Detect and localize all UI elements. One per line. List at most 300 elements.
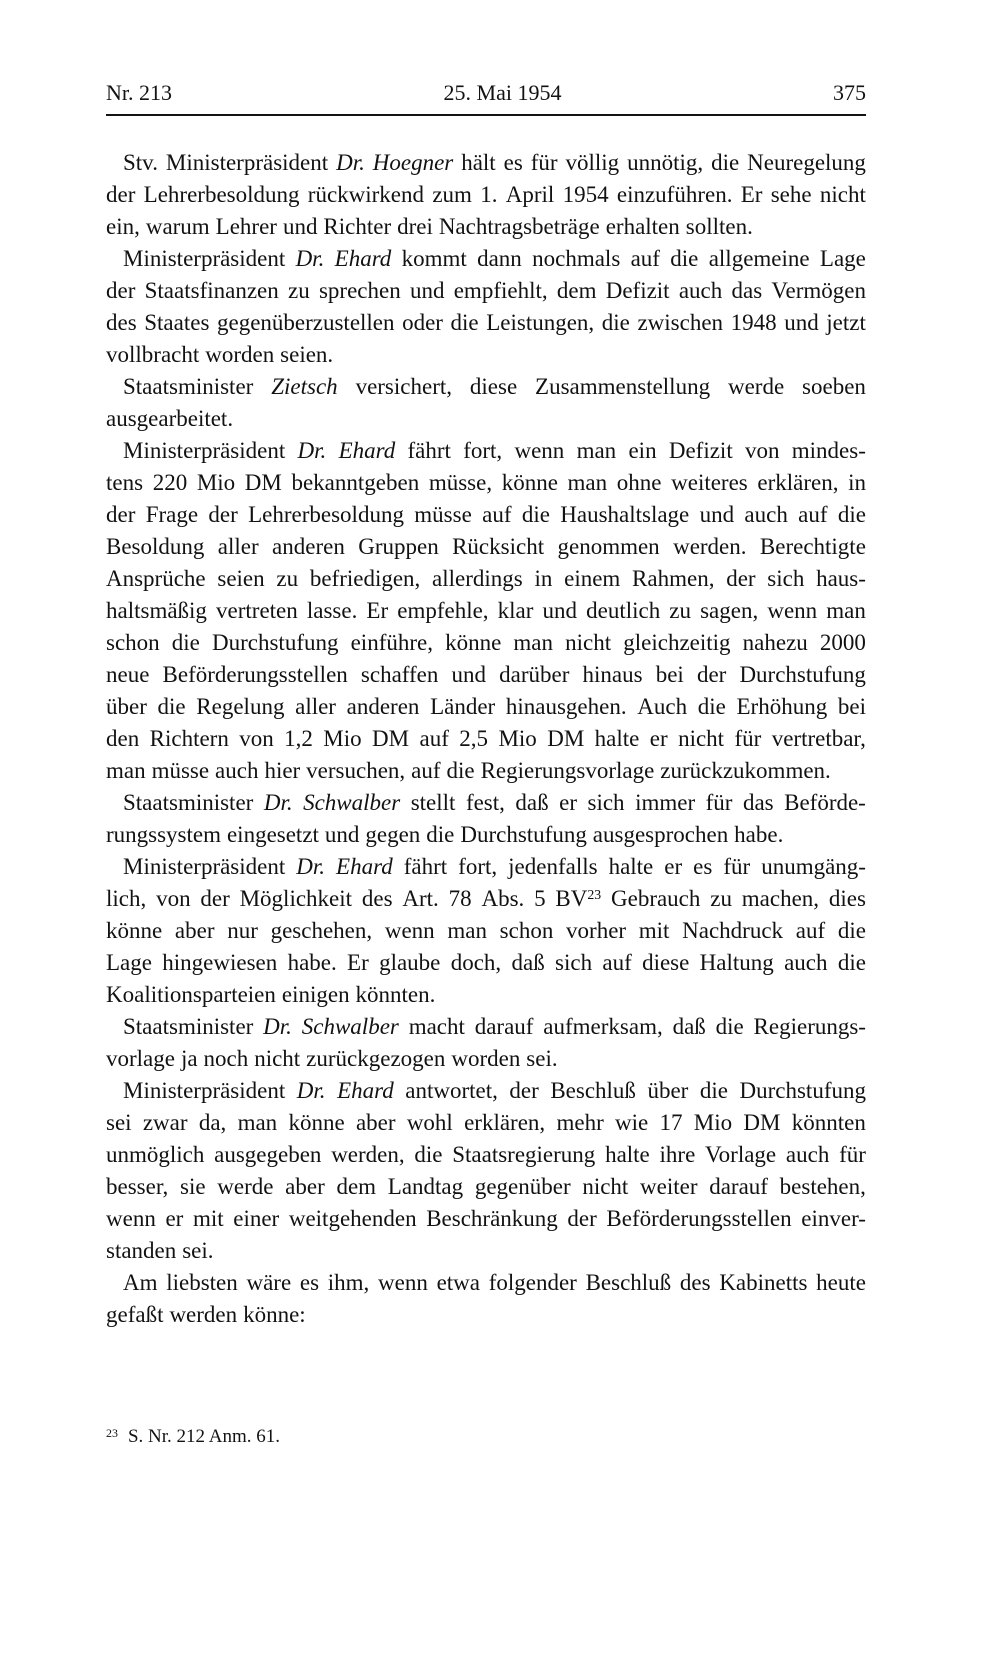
word: habe. (287, 950, 337, 975)
footnote-text: S. Nr. 212 Anm. 61. (127, 1426, 280, 1447)
word: ein, (106, 214, 140, 239)
word: Regierungs- (753, 1014, 866, 1039)
word: für (530, 150, 558, 175)
word: müsse (414, 502, 472, 527)
word: sehe (770, 182, 812, 207)
word: Lage (819, 246, 866, 271)
word: daß (672, 1014, 706, 1039)
word: sollten. (685, 214, 753, 239)
word: nicht (565, 630, 612, 655)
word: Rahmen, (632, 566, 715, 591)
word: es (503, 150, 523, 175)
text-line (106, 627, 866, 659)
word: Regierungsvorlage (480, 758, 655, 783)
word: nicht (254, 1046, 301, 1071)
text-line (106, 339, 866, 371)
word: Dr. (263, 790, 293, 815)
text-line (106, 1171, 866, 1203)
word: Kabinetts (719, 1270, 808, 1295)
word: stellt (410, 790, 456, 815)
word: das (731, 278, 763, 303)
word: aller (217, 534, 259, 559)
text-line (106, 755, 866, 787)
word: man (576, 438, 617, 463)
word: kommt (401, 246, 467, 271)
word: zwischen (637, 310, 724, 335)
word: Vorlage (705, 1142, 777, 1167)
word: aufmerksam, (543, 1014, 663, 1039)
word: 1954 (562, 182, 609, 207)
word: Nachdruck (682, 918, 784, 943)
footnote-reference: 23 (587, 887, 602, 903)
word: jedenfalls (508, 854, 598, 879)
word: fährt (403, 854, 448, 879)
word: der (726, 566, 756, 591)
word: schon (499, 918, 554, 943)
word: 1. (480, 182, 498, 207)
word: fährt (407, 438, 451, 463)
header-date: 25. Mai 1954 (443, 80, 562, 105)
word: vollbracht (106, 342, 200, 367)
word: hält (461, 150, 496, 175)
word: Beförderungsstellen (162, 662, 348, 687)
word: gefaßt (106, 1302, 164, 1327)
word: von (745, 438, 780, 463)
word: sich (555, 950, 593, 975)
text-line (106, 915, 866, 947)
word: der (696, 662, 727, 687)
word: Mio (693, 1110, 733, 1135)
text-line (106, 851, 866, 883)
word: der (200, 886, 230, 911)
word: hingewiesen (162, 950, 278, 975)
word: könne: (243, 1302, 306, 1327)
text-line (106, 1043, 866, 1075)
word: Er (740, 182, 763, 207)
text-line (106, 787, 866, 819)
text-line (106, 307, 866, 339)
word: mehr (556, 1110, 604, 1135)
word: 5 (534, 886, 546, 911)
word: die (699, 1078, 728, 1103)
word: Ministerpräsident (123, 246, 286, 271)
word: werden. (673, 534, 747, 559)
text-line (106, 1203, 866, 1235)
word: Beschränkung (426, 1206, 558, 1231)
word: von (156, 886, 191, 911)
word: zu (288, 278, 310, 303)
word: erklären, (757, 470, 839, 495)
word: Mio (196, 470, 236, 495)
word: nicht (582, 1174, 629, 1199)
word: Gebrauch (611, 886, 701, 911)
word: April (505, 182, 555, 207)
word: darauf (474, 1014, 534, 1039)
text-line (106, 1235, 866, 1267)
word: soeben (802, 374, 866, 399)
word: diese (642, 950, 690, 975)
word: Staatsminister (123, 790, 254, 815)
word: die (837, 502, 866, 527)
text-line (106, 691, 866, 723)
word: und (542, 598, 578, 623)
word: Leistungen, (486, 310, 595, 335)
word: DM (372, 726, 410, 751)
word: ein (628, 438, 657, 463)
text-line (106, 275, 866, 307)
word: für (734, 726, 762, 751)
word: Ministerpräsident (123, 438, 286, 463)
word: man (567, 470, 608, 495)
word: Dr. (296, 854, 326, 879)
word: ausgearbeitet. (106, 406, 234, 431)
word: bekanntgeben (291, 470, 420, 495)
word: dem (336, 1174, 377, 1199)
word: zum (432, 182, 472, 207)
word: Am (123, 1270, 158, 1295)
word: Möglichkeit (239, 886, 353, 911)
word: aller (295, 694, 336, 719)
word: glaube (379, 950, 441, 975)
word: dies (828, 886, 866, 911)
word: der (106, 182, 136, 207)
word: sich (767, 566, 805, 591)
word: in (534, 566, 553, 591)
word: wenn (514, 438, 565, 463)
word: diese (469, 374, 518, 399)
word: jetzt (826, 310, 866, 335)
word: nochmals (532, 246, 621, 271)
word: die (171, 630, 200, 655)
word: Schwalber (301, 1014, 399, 1039)
word: und (282, 214, 318, 239)
word: es (693, 854, 713, 879)
word: auch (744, 502, 788, 527)
word: Staatsregierung (452, 1142, 596, 1167)
word: sei. (182, 1238, 214, 1263)
word: zu (710, 886, 732, 911)
word: Art. (402, 886, 439, 911)
word: könne (288, 1110, 345, 1135)
word: hinausgehen. (505, 694, 627, 719)
word: wie (615, 1110, 649, 1135)
word: Richter (323, 214, 392, 239)
word: auch (215, 758, 259, 783)
word: Erhöhung (736, 694, 828, 719)
word: haltsmäßig (106, 598, 207, 623)
word: auch (784, 950, 828, 975)
word: Staatsminister (123, 1014, 254, 1039)
word: versichert, (355, 374, 452, 399)
word: Länder (430, 694, 496, 719)
word: er (649, 726, 668, 751)
word: werden, (331, 1142, 405, 1167)
word: empfiehlt, (453, 278, 548, 303)
word: erhalten (605, 214, 680, 239)
word: DM (743, 1110, 781, 1135)
paragraph (106, 243, 866, 371)
word: darauf (709, 1174, 768, 1199)
word: Staates (144, 310, 210, 335)
word: nahezu (742, 630, 808, 655)
word: warum (145, 214, 210, 239)
word: daß (515, 790, 549, 815)
word: allerdings (432, 566, 523, 591)
word: Ehard (337, 1078, 394, 1103)
word: Durchstufung (460, 822, 587, 847)
word: das (742, 790, 774, 815)
word: aber (355, 1110, 396, 1135)
word: Lehrerbesoldung (248, 502, 404, 527)
paragraph (106, 371, 866, 435)
text-line (106, 1299, 866, 1331)
word: halte (605, 1142, 650, 1167)
word: auf (630, 246, 660, 271)
word: folgender (488, 1270, 577, 1295)
text-line (106, 947, 866, 979)
word: rungssystem (106, 822, 221, 847)
word: Mio (323, 726, 362, 751)
word: neue (106, 662, 150, 687)
word: standen (106, 1238, 177, 1263)
word: nicht (678, 726, 725, 751)
word: hier (264, 758, 301, 783)
word: unnötig, (627, 150, 704, 175)
word: der (567, 1206, 597, 1231)
word: gegenüberzustellen (216, 310, 395, 335)
word: einver- (801, 1206, 866, 1231)
word: es (299, 1270, 320, 1295)
word: Ministerpräsident (165, 150, 329, 175)
word: sie (180, 1174, 206, 1199)
word: weiteres (671, 470, 748, 495)
word: unmöglich (106, 1142, 205, 1167)
word: werde (727, 374, 785, 399)
word: die (837, 918, 866, 943)
word: müsse, (428, 470, 493, 495)
word: 2000 (819, 630, 866, 655)
word: Zietsch (271, 374, 338, 399)
word: auch (678, 278, 723, 303)
word: der (106, 502, 136, 527)
word: machen, (741, 886, 820, 911)
word: die (426, 822, 455, 847)
word: Richtern (149, 726, 229, 751)
word: gleichzeitig (623, 630, 731, 655)
word: drei (397, 214, 433, 239)
word: tens (106, 470, 144, 495)
word: ausgesprochen (592, 822, 729, 847)
word: Auch (637, 694, 688, 719)
word: nur (227, 918, 258, 943)
word: und (324, 822, 360, 847)
word: mit (192, 1206, 224, 1231)
text-line (106, 371, 866, 403)
word: erklären, (464, 1110, 546, 1135)
footnote (106, 1424, 280, 1451)
word: Ehard (334, 246, 392, 271)
text-line (106, 563, 866, 595)
word: befriedigen, (309, 566, 421, 591)
word: über (647, 1078, 689, 1103)
word: von (239, 726, 274, 751)
text-line (106, 595, 866, 627)
word: auch (785, 1142, 830, 1167)
word: könne (501, 470, 558, 495)
word: die (450, 310, 479, 335)
word: ja (180, 1046, 198, 1071)
word: die (715, 1014, 744, 1039)
word: immer (635, 790, 696, 815)
text-line (106, 1267, 866, 1299)
word: hinaus (582, 662, 643, 687)
word: Beschluß (550, 1078, 636, 1103)
word: Beschluß (585, 1270, 672, 1295)
word: Er (347, 950, 369, 975)
word: 2,5 (459, 726, 489, 751)
word: des (679, 1270, 711, 1295)
word: aber (285, 1174, 325, 1199)
text-line (106, 1075, 866, 1107)
paragraph (106, 435, 866, 787)
word: lasse. (306, 598, 358, 623)
word: wenn (106, 1206, 156, 1231)
paragraph (106, 1011, 866, 1075)
text-line (106, 179, 866, 211)
word: man (513, 630, 554, 655)
word: Besoldung (106, 534, 205, 559)
word: mindes- (791, 438, 866, 463)
paragraph (106, 851, 866, 1011)
word: aber (174, 918, 215, 943)
word: anderen (272, 534, 345, 559)
word: die (521, 502, 550, 527)
word: und (451, 662, 487, 687)
word: werde (217, 1174, 274, 1199)
word: man (826, 598, 866, 623)
word: 17 (659, 1110, 683, 1135)
word: zurückzukommen. (660, 758, 831, 783)
word: dann (477, 246, 522, 271)
word: BV$^{23}$ (555, 886, 602, 911)
word: Lage (106, 950, 152, 975)
word: Defizit (668, 438, 733, 463)
word: eingesetzt (226, 822, 319, 847)
text-line (106, 531, 866, 563)
text-line (106, 819, 866, 851)
word: sei. (526, 1046, 558, 1071)
word: die (697, 694, 726, 719)
word: rückwirkend (307, 182, 425, 207)
word: seien. (280, 342, 334, 367)
word: die (414, 1142, 443, 1167)
word: nicht (819, 182, 866, 207)
word: Staatsminister (123, 374, 254, 399)
word: man (237, 1110, 278, 1135)
word: über (106, 694, 147, 719)
word: Defizit (605, 278, 670, 303)
word: der (106, 278, 136, 303)
word: auf (795, 918, 826, 943)
word: Er (366, 598, 389, 623)
word: besser, (106, 1174, 169, 1199)
word: noch (203, 1046, 249, 1071)
word: wenn (767, 598, 818, 623)
word: schon (106, 630, 160, 655)
word: auf (419, 726, 449, 751)
word: doch, (450, 950, 502, 975)
word: bei (837, 694, 866, 719)
text-line (106, 979, 866, 1011)
word: habe. (734, 822, 784, 847)
word: Durchstufung (212, 630, 339, 655)
word: Hoegner (372, 150, 454, 175)
word: unumgäng- (761, 854, 866, 879)
word: könne (445, 630, 502, 655)
word: Nachtragsbeträge (438, 214, 600, 239)
word: vorlage (106, 1046, 175, 1071)
word: könnten (791, 1110, 866, 1135)
word: für (839, 1142, 866, 1167)
word: anderen (346, 694, 420, 719)
word: Durchstufung (739, 1078, 866, 1103)
word: Regelung (196, 694, 285, 719)
word: geschehen, (270, 918, 373, 943)
word: den (106, 726, 140, 751)
word: auf (798, 502, 828, 527)
word: schaffen (360, 662, 439, 687)
word: Ansprüche (106, 566, 206, 591)
word: der (509, 1078, 539, 1103)
word: DM (244, 470, 282, 495)
word: der (208, 502, 238, 527)
word: empfehle, (397, 598, 489, 623)
word: halte (594, 726, 640, 751)
word: liebsten (166, 1270, 238, 1295)
word: wenn (384, 918, 435, 943)
word: vertreten (216, 598, 298, 623)
footnote-marker: 23 (106, 1425, 118, 1440)
word: einführe, (350, 630, 433, 655)
word: werden (169, 1302, 238, 1327)
word: bei (655, 662, 684, 687)
word: worden (205, 342, 275, 367)
word: Stv. (123, 150, 158, 175)
word: Lehrer (215, 214, 277, 239)
word: einer (233, 1206, 280, 1231)
word: ohne (616, 470, 662, 495)
word: Landtag (387, 1174, 464, 1199)
word: Zusammenstellung (535, 374, 711, 399)
word: lich, (106, 886, 147, 911)
word: gegenüber (474, 1174, 571, 1199)
word: fest, (465, 790, 505, 815)
paragraph (106, 147, 866, 243)
text-line (106, 1107, 866, 1139)
word: allgemeine (708, 246, 810, 271)
text-line (106, 883, 866, 915)
word: Staatsfinanzen (144, 278, 279, 303)
word: Haltung (699, 950, 774, 975)
word: heute (816, 1270, 866, 1295)
word: Koalitionsparteien (106, 982, 276, 1007)
word: worden (451, 1046, 521, 1071)
word: Rücksicht (452, 534, 545, 559)
text-line (106, 243, 866, 275)
word: vertretbar, (771, 726, 866, 751)
word: Dr. (295, 246, 325, 271)
word: ihm, (327, 1270, 370, 1295)
